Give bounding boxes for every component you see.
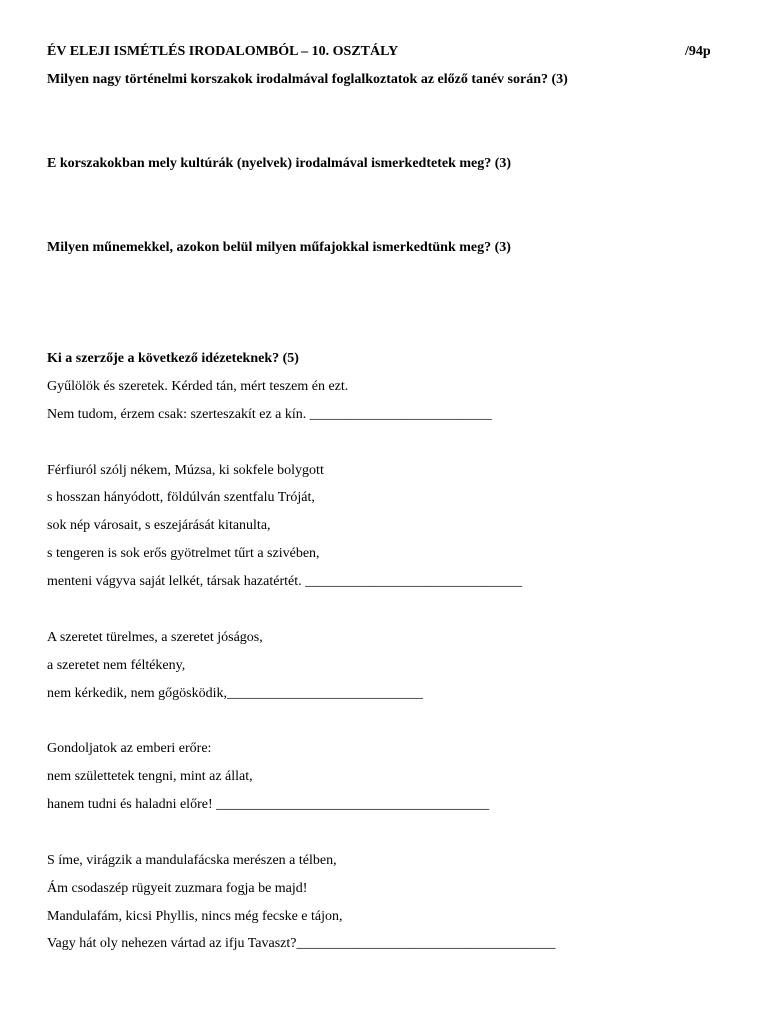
quote-line: Gyűlölök és szeretek. Kérded tán, mért teszem én ezt. — [47, 379, 349, 394]
quote-line: s tengeren is sok erős gyötrelmet tűrt a szivében, — [47, 546, 320, 561]
question-4: Ki a szerzője a következő idézeteknek? (5) — [47, 351, 299, 366]
quote-line-answer: Vagy hát oly nehezen vártad az ifju Tavaszt?_____________________________________ — [47, 936, 556, 951]
quote-line: s hosszan hányódott, földúlván szentfalu Tróját, — [47, 490, 315, 505]
quote-line: Gondoljatok az emberi erőre: — [47, 741, 212, 756]
quote-line-answer: menteni vágyva saját lelkét, társak hazatértét. _______________________________ — [47, 574, 523, 589]
quote-line: Férfiuról szólj nékem, Múzsa, ki sokfele bolygott — [47, 463, 324, 478]
quote-line: sok nép városait, s eszejárását kitanulta, — [47, 518, 271, 533]
page-title: ÉV ELEJI ISMÉTLÉS IRODALOMBÓL – 10. OSZTÁLY — [47, 44, 399, 59]
question-1: Milyen nagy történelmi korszakok irodalmával foglalkoztatok az előző tanév során? (3) — [47, 72, 568, 87]
quote-line: A szeretet türelmes, a szeretet jóságos, — [47, 630, 263, 645]
quote-line-answer: hanem tudni és haladni előre! _______________________________________ — [47, 797, 490, 812]
quote-line: Ám csodaszép rügyeit zuzmara fogja be majd! — [47, 881, 308, 896]
score-label: /94p — [685, 44, 711, 59]
question-2: E korszakokban mely kultúrák (nyelvek) irodalmával ismerkedtetek meg? (3) — [47, 156, 512, 171]
quote-line: S íme, virágzik a mandulafácska merészen a télben, — [47, 853, 337, 868]
quote-line-answer: Nem tudom, érzem csak: szerteszakít ez a kín. __________________________ — [47, 407, 492, 422]
quote-line: a szeretet nem féltékeny, — [47, 658, 186, 673]
quote-line-answer: nem kérkedik, nem gőgösködik,____________________________ — [47, 686, 424, 701]
question-3: Milyen műnemekkel, azokon belül milyen műfajokkal ismerkedtünk meg? (3) — [47, 240, 511, 255]
quote-line: Mandulafám, kicsi Phyllis, nincs még fecske e tájon, — [47, 909, 343, 924]
quote-line: nem születtetek tengni, mint az állat, — [47, 769, 253, 784]
